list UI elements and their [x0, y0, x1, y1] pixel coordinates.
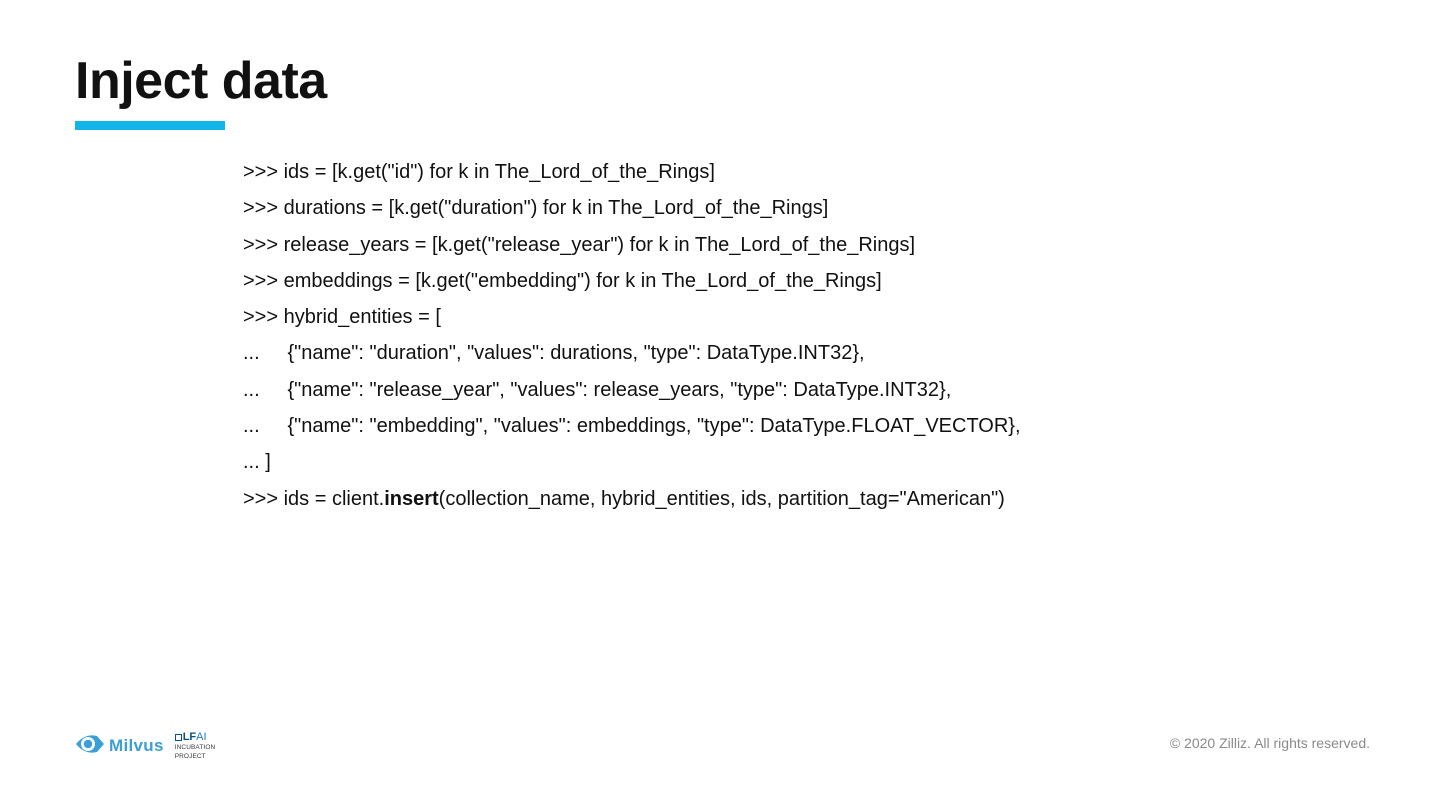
code-line: >>> release_years = [k.get("release_year") for k in The_Lord_of_the_Rings] — [243, 233, 916, 256]
code-line: >>> embeddings = [k.get("embedding") for k in The_Lord_of_the_Rings] — [243, 269, 882, 292]
copyright-notice: © 2020 Zilliz. All rights reserved. — [1169, 735, 1370, 751]
code-line: ... ] — [243, 451, 271, 474]
lfai-lf: LF — [182, 731, 197, 743]
page-title: Inject data — [75, 52, 327, 110]
code-line: >>> durations = [k.get("duration") for k in The_Lord_of_the_Rings] — [243, 197, 829, 220]
code-line: ... {"name": "duration", "values": durations, "type": DataType.INT32}, — [243, 342, 865, 365]
lfai-incubation-text: INCUBATION — [174, 744, 216, 751]
code-line: >>> hybrid_entities = [ — [243, 306, 441, 329]
code-suffix: (collection_name, hybrid_entities, ids, partition_tag="American") — [438, 487, 1005, 510]
milvus-wordmark: Milvus — [109, 736, 164, 755]
code-prefix: >>> ids = client. — [243, 487, 385, 510]
lfai-box-icon — [175, 734, 182, 741]
lfai-mark — [175, 732, 216, 743]
code-line: ... {"name": "release_year", "values": release_years, "type": DataType.INT32}, — [243, 378, 952, 401]
code-line: ... {"name": "embedding", "values": embeddings, "type": DataType.FLOAT_VECTOR}, — [243, 415, 1021, 438]
code-block — [243, 154, 1343, 517]
lfai-ai: AI — [196, 731, 207, 743]
milvus-logo — [75, 732, 164, 761]
footer-logos — [75, 730, 215, 762]
lfai-project-text: PROJECT — [174, 752, 206, 760]
title-underline — [75, 121, 225, 130]
lfai-logo — [175, 732, 216, 760]
code-line-insert — [243, 481, 1343, 517]
milvus-eye-icon — [75, 732, 105, 761]
insert-keyword: insert — [384, 487, 439, 510]
code-line: >>> ids = [k.get("id") for k in The_Lord_of_the_Rings] — [243, 161, 715, 183]
